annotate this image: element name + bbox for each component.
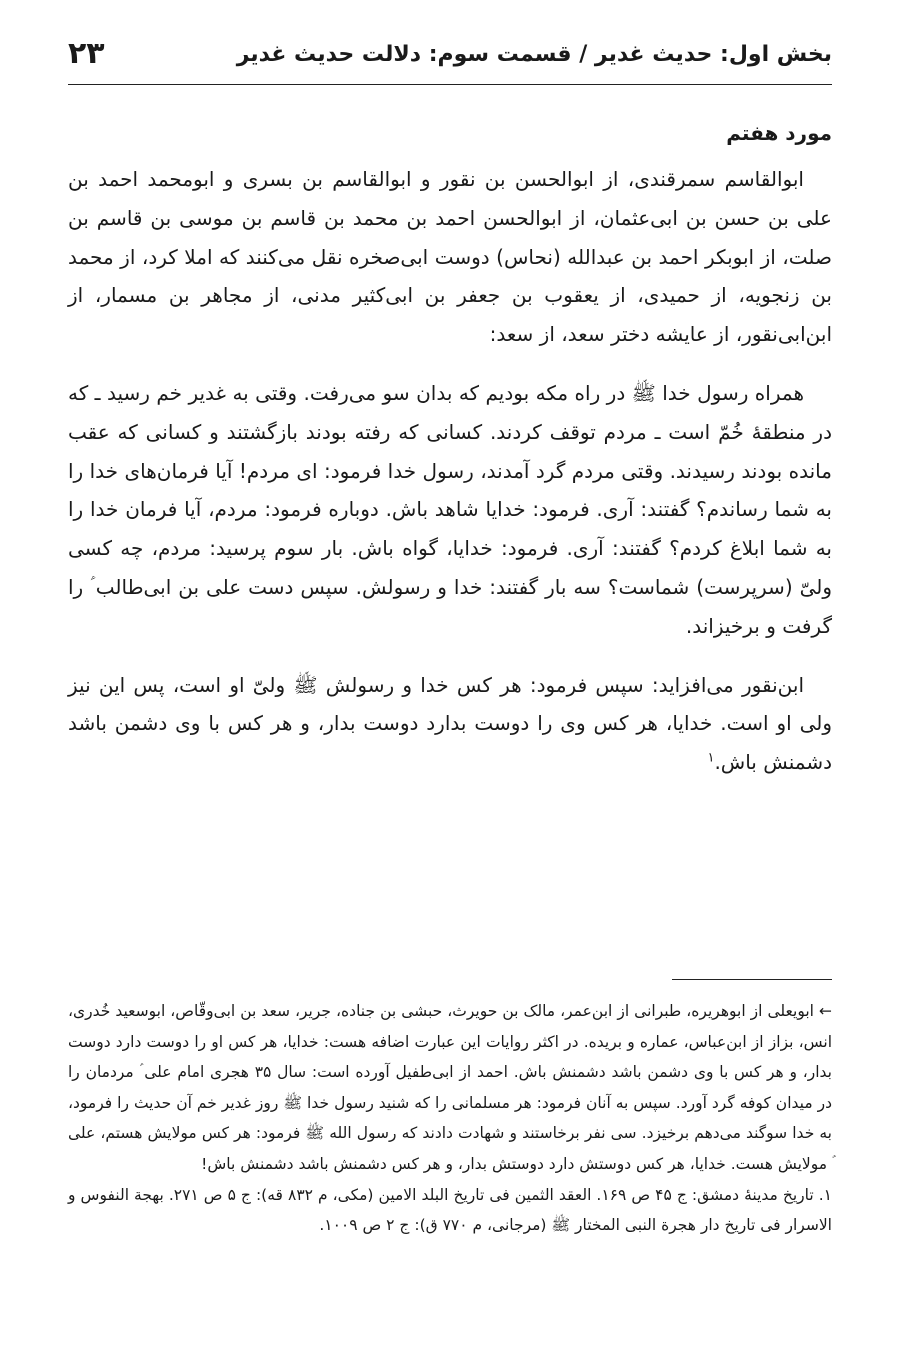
paragraph-text: همراه رسول خدا ﷺ در راه مکه بودیم که بدان سو می‌رفت. وقتی به غدیر خم رسید ـ که در منطقهٔ خُمّ است ـ مردم توقف کردند. کسانی که رفته بودند بازگشتند و کسانی که عقب مانده بودند رسیدند. وقتی مردم گرد آمدند، رسول خدا فرمود: ای مردم! آیا فرمان‌های خدا را به شما رساندم؟ گفتند: آری. فرمود: خدایا شاهد باش. دوباره فرمود: مردم، آیا فرمان خدا را به شما ابلاغ کردم؟ گفتند: آری. فرمود: خدایا، گواه باش. بار سوم پرسید: مردم، چه کسی ولیّ (سرپرست) شماست؟ سه بار گفتند: خدا و رسولش. سپس دست علی بن ابی‌طالب ؑ را گرفت و برخیزاند. (68, 380, 832, 638)
header-title: بخش اول: حدیث غدیر / قسمت سوم: دلالت حدیث غدیر (236, 42, 832, 67)
page-number: ۲۳ (68, 36, 105, 71)
paragraph-text: ابن‌نقور می‌افزاید: سپس فرمود: هر کس خدا و رسولش ﷺ ولیّ او است، پس این نیز ولی او است. خدایا، هر کس وی را دوست بدارد دوست بدار، و هر کس با وی دشمن باشد دشمنش باش. (68, 672, 832, 775)
paragraph-narration (68, 374, 832, 646)
running-header (68, 34, 832, 85)
footnotes (68, 996, 832, 1241)
paragraph-chain-of-narration (68, 160, 832, 354)
footnote-1: ۱. تاریخ مدینهٔ دمشق: ج ۴۵ ص ۱۶۹. العقد الثمین فی تاریخ البلد الامین (مکی، م ۸۳۲ قه): ج ۵ ص ۲۷۱. بهجة النفوس و الاسرار فی تاریخ دار هجرة النبی المختار ﷺ (مرجانی، م ۷۷۰ ق): ج ۲ ص ۱۰۰۹. (68, 1185, 832, 1235)
paragraph-addition (68, 666, 832, 782)
footnote-divider (672, 979, 832, 980)
main-text (68, 118, 832, 782)
paragraph-text: ابوالقاسم سمرقندی، از ابوالحسن بن نقور و ابوالقاسم بن بسری و ابومحمد احمد بن علی بن حسن بن ابی‌عثمان، از ابوالحسن احمد بن محمد بن قاسم بن موسی بن قاسم بن صلت، از ابوبکر احمد بن عبدالله (نحاس) دوست ابی‌صخره نقل می‌کنند که املا کرد، از محمد بن زنجویه، از حمیدی، از یعقوب بن جعفر بن ابی‌کثیر مدنی، از مجاهر بن مسمار، از ابن‌ابی‌نقور، از عایشه دختر سعد، از سعد: (68, 167, 832, 347)
footnote-marker: ۱ (707, 750, 715, 766)
footnote-continued: ← ابویعلی از ابوهریره، طبرانی از ابن‌عمر، مالک بن حویرث، حبشی بن جناده، جریر، سعد بن ابی‌وقّاص، ابوسعید خُدری، انس، بزاز از ابن‌عباس، عماره و بریده. در اکثر روایات این عبارت اضافه هست: خدایا، هر کس او را دوست دارد دوست بدار، و هر کس با وی دشمن باشد دشمنش باش. احمد از ابی‌طفیل آورده است: سال ۳۵ هجری امام علی ؑ مردمان را در میدان کوفه گرد آورد. سپس به آنان فرمود: هر مسلمانی را که شنید رسول خدا ﷺ روز غدیر خم آن حدیث را فرمود، به خدا سوگند می‌دهم برخیزد. سی نفر برخاستند و شهادت دادند که رسول الله ﷺ فرمود: هر کس مولایش هستم، علی ؑ مولایش هست. خدایا، هر کس دوستش دارد دوستش بدار، و هر کس دشمنش باشد دشمنش باش! (68, 1002, 832, 1173)
section-heading: مورد هفتم (726, 121, 832, 145)
